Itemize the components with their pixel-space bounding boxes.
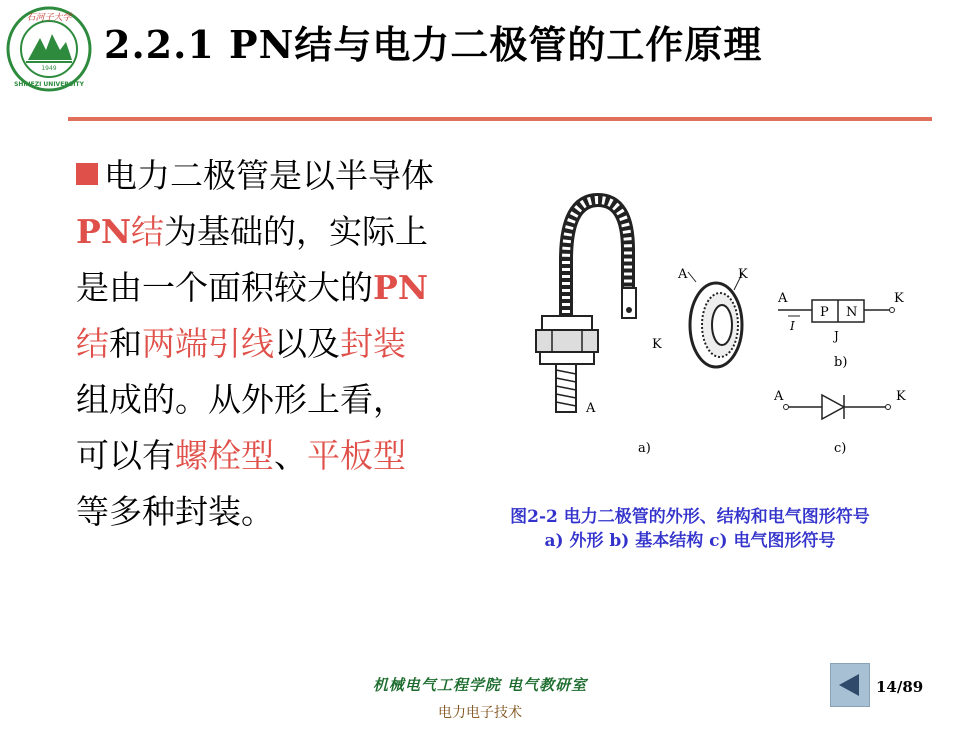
caption-line-1: 图2-2 电力二极管的外形、结构和电气图形符号 — [510, 507, 870, 527]
body-segment: 结 — [76, 324, 109, 363]
label-b-sub: b) — [834, 355, 848, 370]
page-title: 2.2.1 PN结与电力二极管的工作原理 — [104, 22, 763, 67]
body-segment: 等多种封装。 — [76, 492, 274, 531]
left-triangle-icon — [831, 664, 869, 706]
body-segment: 两端引线 — [142, 324, 274, 363]
university-logo — [6, 6, 92, 92]
body-segment: 平板型 — [307, 436, 406, 475]
label-b-anode: A — [778, 291, 788, 306]
body-segment: 封装 — [340, 324, 406, 363]
body-segment: 螺栓型 — [175, 436, 274, 475]
footer-course: 电力电子技术 — [438, 705, 522, 721]
label-c-sub: c) — [834, 441, 847, 456]
pn-structure-drawing — [778, 300, 895, 322]
label-b-current: I — [790, 319, 795, 333]
label-c-cathode: K — [896, 389, 906, 404]
stud-diode-drawing — [536, 200, 636, 412]
label-a-anode: A — [586, 401, 596, 416]
figure-caption — [440, 505, 940, 553]
svg-text:1949: 1949 — [41, 65, 57, 72]
label-b-cathode: K — [894, 291, 904, 306]
body-paragraph — [76, 148, 436, 540]
label-c-anode: A — [774, 389, 784, 404]
label-a-sub: a) — [638, 441, 651, 456]
body-segment: PN — [76, 212, 131, 251]
label-disc-anode: A — [678, 267, 688, 282]
diode-figure — [516, 180, 936, 470]
svg-text:SHIHEZI UNIVERSITY: SHIHEZI UNIVERSITY — [14, 81, 84, 88]
title-divider — [68, 117, 932, 121]
body-segment: 、 — [274, 436, 307, 475]
label-b-n: N — [846, 305, 858, 320]
body-segment: 组成的。从外形上看，可以有 — [76, 380, 406, 475]
body-segment: PN — [373, 268, 428, 307]
body-segment: 结 — [130, 212, 164, 251]
label-b-p: P — [820, 305, 829, 320]
disc-diode-drawing — [688, 272, 742, 367]
svg-text:石河子大学: 石河子大学 — [26, 13, 72, 23]
body-segment: 为基础的，实际上是由一个面积较大的 — [76, 212, 428, 307]
label-disc-cathode: K — [738, 267, 748, 282]
body-segment: 和 — [109, 324, 142, 363]
diode-symbol-drawing — [784, 395, 891, 419]
previous-slide-button[interactable] — [830, 663, 870, 707]
label-b-junction: J — [834, 329, 839, 343]
body-segment: 电力二极管是以半导体 — [104, 156, 434, 195]
caption-line-2: a) 外形 b) 基本结构 c) 电气图形符号 — [544, 531, 836, 551]
square-bullet-icon — [76, 163, 98, 185]
page-number: 14/89 — [876, 678, 924, 696]
footer-department: 机械电气工程学院 电气教研室 — [372, 676, 588, 694]
body-segment: 以及 — [274, 324, 340, 363]
label-a-cathode: K — [652, 337, 662, 352]
